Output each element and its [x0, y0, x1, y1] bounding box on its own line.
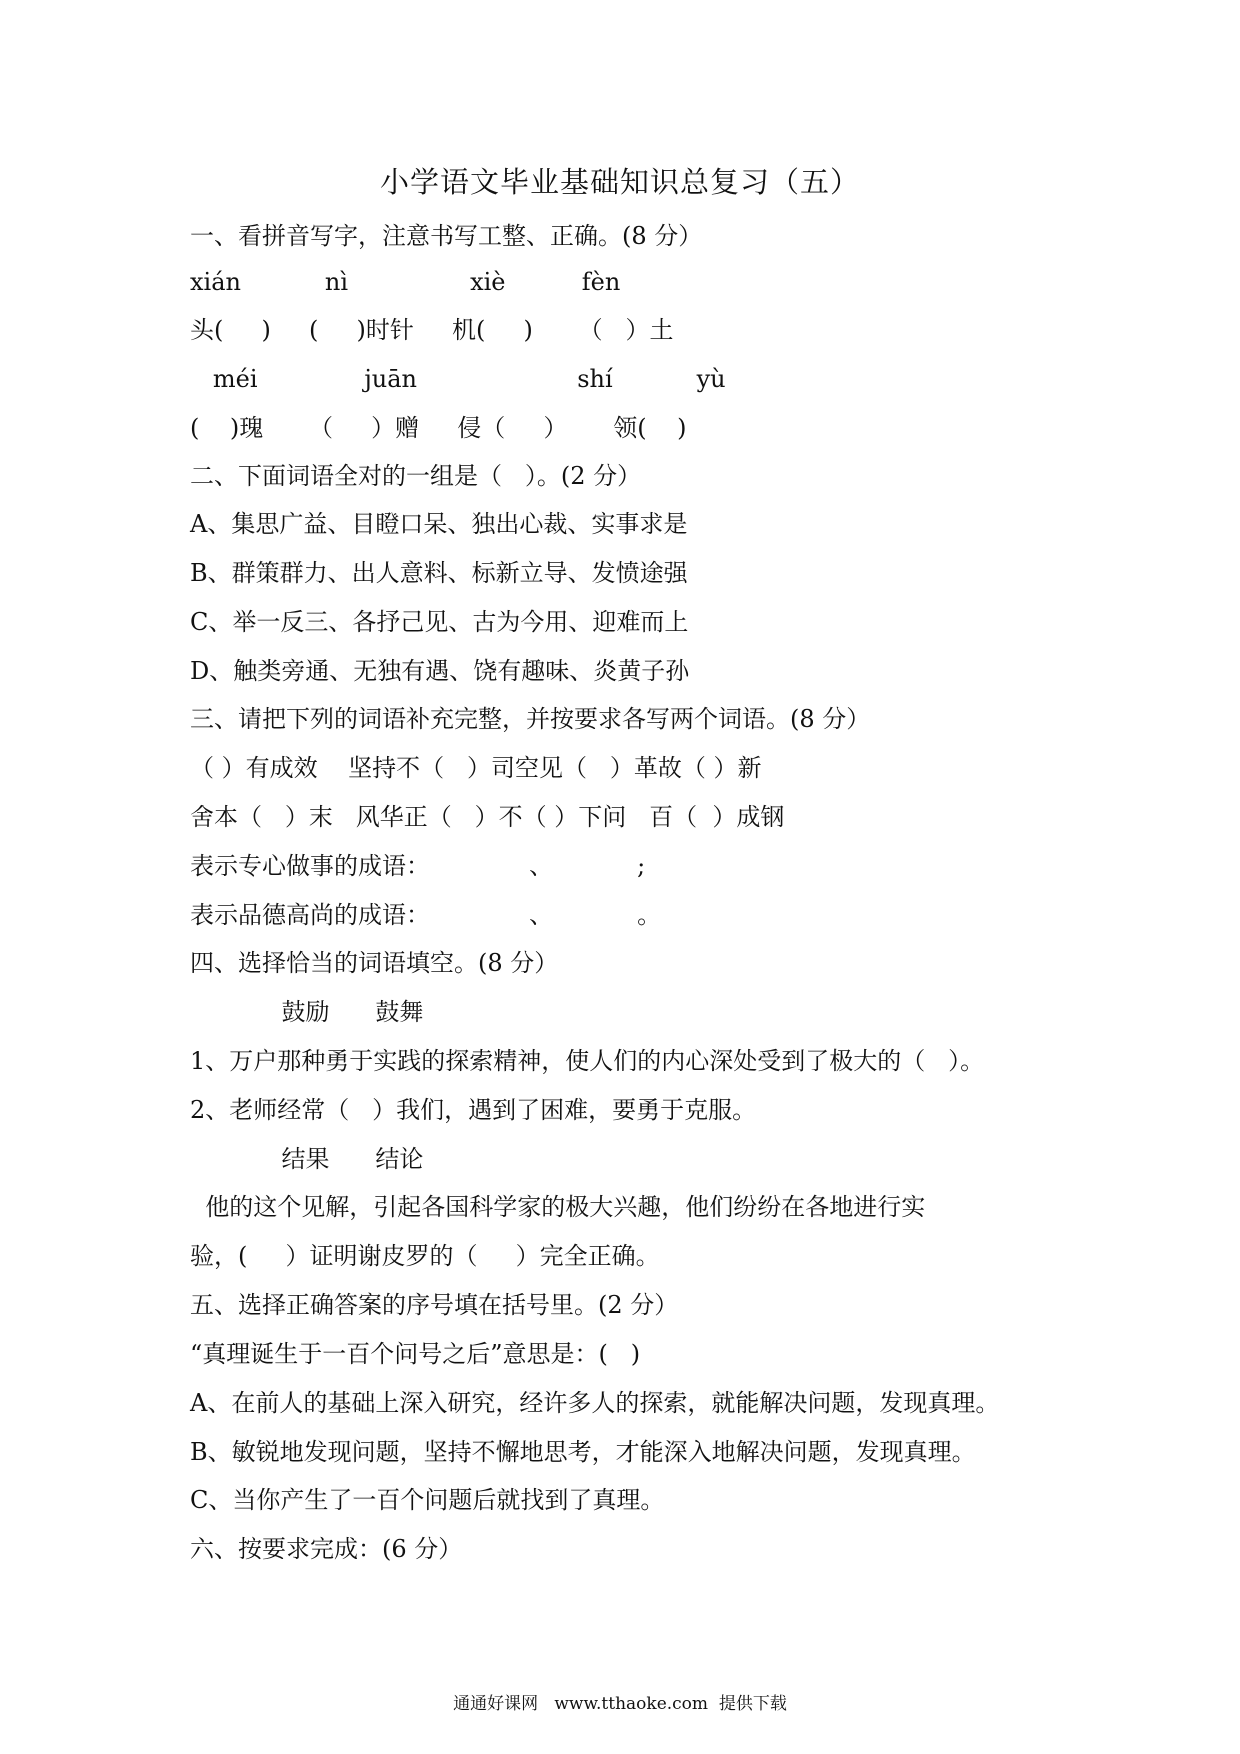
word-choice-1: 鼓励 鼓舞 — [190, 998, 424, 1026]
section-4-heading: 四、选择恰当的词语填空。(8 分） — [190, 949, 559, 977]
answer-c: C、当你产生了一百个问题后就找到了真理。 — [190, 1486, 665, 1514]
paragraph-line-1: 他的这个见解，引起各国科学家的极大兴趣，他们纷纷在各地进行实 — [190, 1193, 926, 1221]
paragraph-line-2: 验，( ）证明谢皮罗的（ ）完全正确。 — [190, 1242, 660, 1270]
focus-idioms-line: 表示专心做事的成语： 、 ; — [190, 852, 646, 880]
word-choice-2: 结果 结论 — [190, 1145, 424, 1173]
option-d: D、触类旁通、无独有遇、饶有趣味、炎黄子孙 — [190, 657, 690, 685]
section-6-heading: 六、按要求完成：(6 分） — [190, 1535, 463, 1563]
option-b: B、群策群力、出人意料、标新立导、发愤途强 — [190, 559, 688, 587]
pinyin-row-1: xián nì xiè fèn — [190, 268, 621, 296]
quote-question: “真理诞生于一百个问号之后”意思是：( ) — [190, 1340, 641, 1368]
answer-a: A、在前人的基础上深入研究，经许多人的探索，就能解决问题，发现真理。 — [190, 1389, 1000, 1417]
blank-row-2: ( )瑰 （ ）赠 侵（ ） 领( ) — [190, 414, 687, 442]
section-5-heading: 五、选择正确答案的序号填在括号里。(2 分） — [190, 1291, 679, 1319]
question-4-2: 2、老师经常（ ）我们，遇到了困难，要勇于克服。 — [190, 1096, 757, 1124]
answer-b: B、敏锐地发现问题，坚持不懈地思考，才能深入地解决问题，发现真理。 — [190, 1438, 976, 1466]
section-3-heading: 三、请把下列的词语补充完整，并按要求各写两个词语。(8 分） — [190, 705, 871, 733]
idiom-row-2: 舍本（ ）末 风华正（ ）不（ ）下问 百（ ）成钢 — [190, 803, 785, 831]
idiom-row-1: （ ）有成效 坚持不（ ）司空见（ ）革故（ ）新 — [190, 754, 762, 782]
question-4-1: 1、万户那种勇于实践的探索精神，使人们的内心深处受到了极大的（ ）。 — [190, 1047, 985, 1075]
option-c: C、举一反三、各抒己见、古为今用、迎难而上 — [190, 608, 689, 636]
page-footer: 通通好课网 www.tthaoke.com 提供下载 — [453, 1694, 787, 1714]
page-title: 小学语文毕业基础知识总复习（五） — [379, 165, 860, 199]
virtue-idioms-line: 表示品德高尚的成语： 、 。 — [190, 901, 662, 929]
section-2-heading: 二、下面词语全对的一组是（ ）。(2 分） — [190, 462, 642, 490]
section-1-heading: 一、看拼音写字，注意书写工整、正确。(8 分） — [190, 222, 703, 250]
pinyin-row-2: méi juān shí yù — [190, 365, 726, 393]
blank-row-1: 头( ) ( )时针 机( ) （ ）土 — [190, 316, 674, 344]
option-a: A、集思广益、目瞪口呆、独出心裁、实事求是 — [190, 510, 688, 538]
